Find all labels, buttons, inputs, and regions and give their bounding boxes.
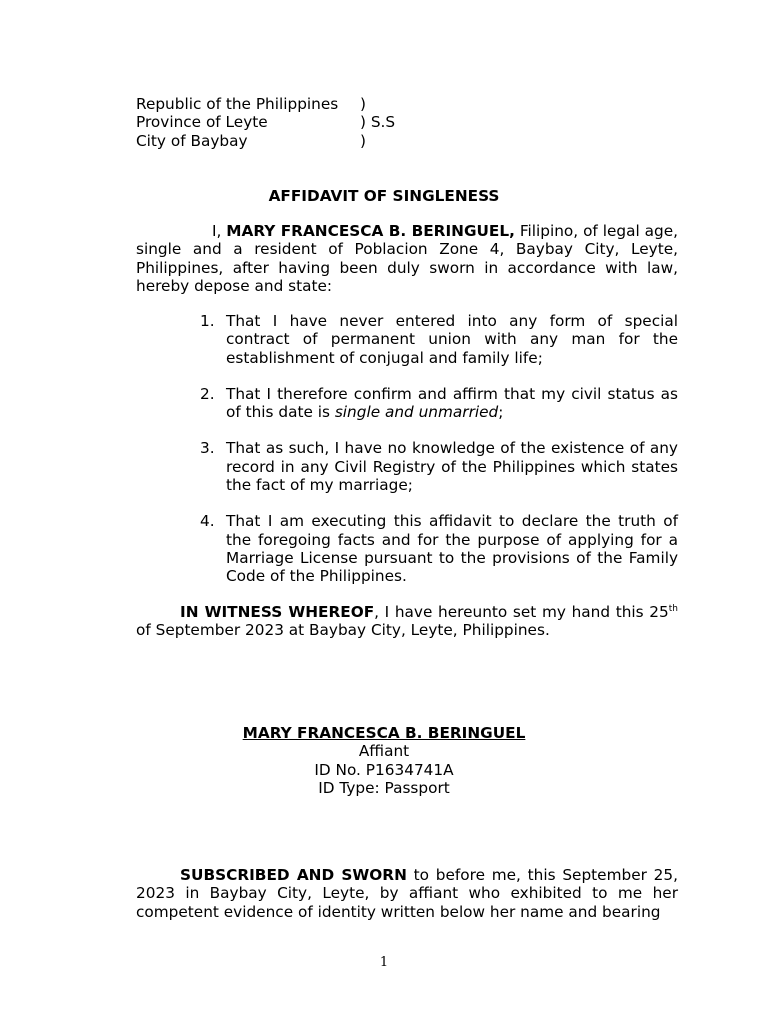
venue-city: City of Baybay (136, 131, 248, 150)
witness-paragraph (136, 603, 678, 640)
venue-bracket-ss: ) S.S (360, 113, 396, 132)
intro-pre: I, (212, 222, 227, 240)
affiant-id-number: ID No. P1634741A (314, 760, 454, 779)
witness-day: 25 (649, 603, 669, 621)
item-text: That I have never entered into any form of special contract of permanent union with any man for the establishment of conjugal and family life; (226, 312, 678, 367)
witness-heading: IN WITNESS WHEREOF (180, 603, 375, 621)
affiant-id-type: ID Type: Passport (318, 778, 450, 797)
page-number: 1 (379, 955, 389, 970)
witness-day-suffix: th (668, 604, 678, 614)
item-text-post: ; (498, 403, 504, 422)
venue-row (136, 95, 395, 113)
statement-item (200, 439, 678, 494)
item-text (226, 385, 678, 422)
item-number: 2. (200, 384, 215, 403)
item-number: 1. (200, 312, 215, 330)
venue-row (136, 113, 395, 131)
venue-row (136, 132, 395, 150)
item-text: That I am executing this affidavit to declare the truth of the foregoing facts and for the purpose of applying for a Marriage License pursuant to the provisions of the Family Code of the Philippines. (226, 512, 678, 586)
intro-paragraph (136, 222, 678, 295)
item-text-pre: That I therefore confirm and affirm that my civil status as of this date is (226, 384, 678, 422)
subscribed-heading: SUBSCRIBED AND SWORN (180, 866, 407, 884)
statement-item (200, 312, 678, 367)
venue-block (136, 95, 395, 150)
signature-block (0, 724, 768, 797)
affiant-name-inline: MARY FRANCESCA B. BERINGUEL, (226, 222, 515, 240)
venue-country: Republic of the Philippines (136, 95, 339, 113)
venue-bracket: ) (360, 95, 366, 113)
subscribed-paragraph (136, 866, 678, 921)
statement-list (200, 312, 678, 604)
affiant-name: MARY FRANCESCA B. BERINGUEL (242, 724, 526, 742)
witness-text: , I have hereunto set my hand this (374, 603, 650, 621)
item-number: 3. (200, 439, 215, 458)
venue-province: Province of Leyte (136, 113, 268, 132)
affiant-role: Affiant (358, 742, 410, 761)
item-text: That as such, I have no knowledge of the existence of any record in any Civil Registry of the Philippines which states the fact of my marriage; (226, 439, 678, 495)
statement-item (200, 385, 678, 422)
statement-item (200, 512, 678, 585)
subscribed-text: to before me, this September 25, 2023 in Baybay City, Leyte, by affiant who exhibited to me her competent evidence of identity written below her name and bearing (136, 866, 678, 921)
item-number: 4. (200, 512, 215, 531)
document-title: AFFIDAVIT OF SINGLENESS (268, 187, 500, 205)
civil-status: single and unmarried (334, 403, 499, 422)
intro-body: Filipino, of legal age, single and a resident of Poblacion Zone 4, Baybay City, Leyte, Philippines, after having been duly sworn in accordance with law, hereby depose and state: (136, 222, 678, 295)
venue-bracket: ) (360, 131, 366, 150)
witness-text-end: of September 2023 at Baybay City, Leyte, Philippines. (136, 621, 550, 640)
